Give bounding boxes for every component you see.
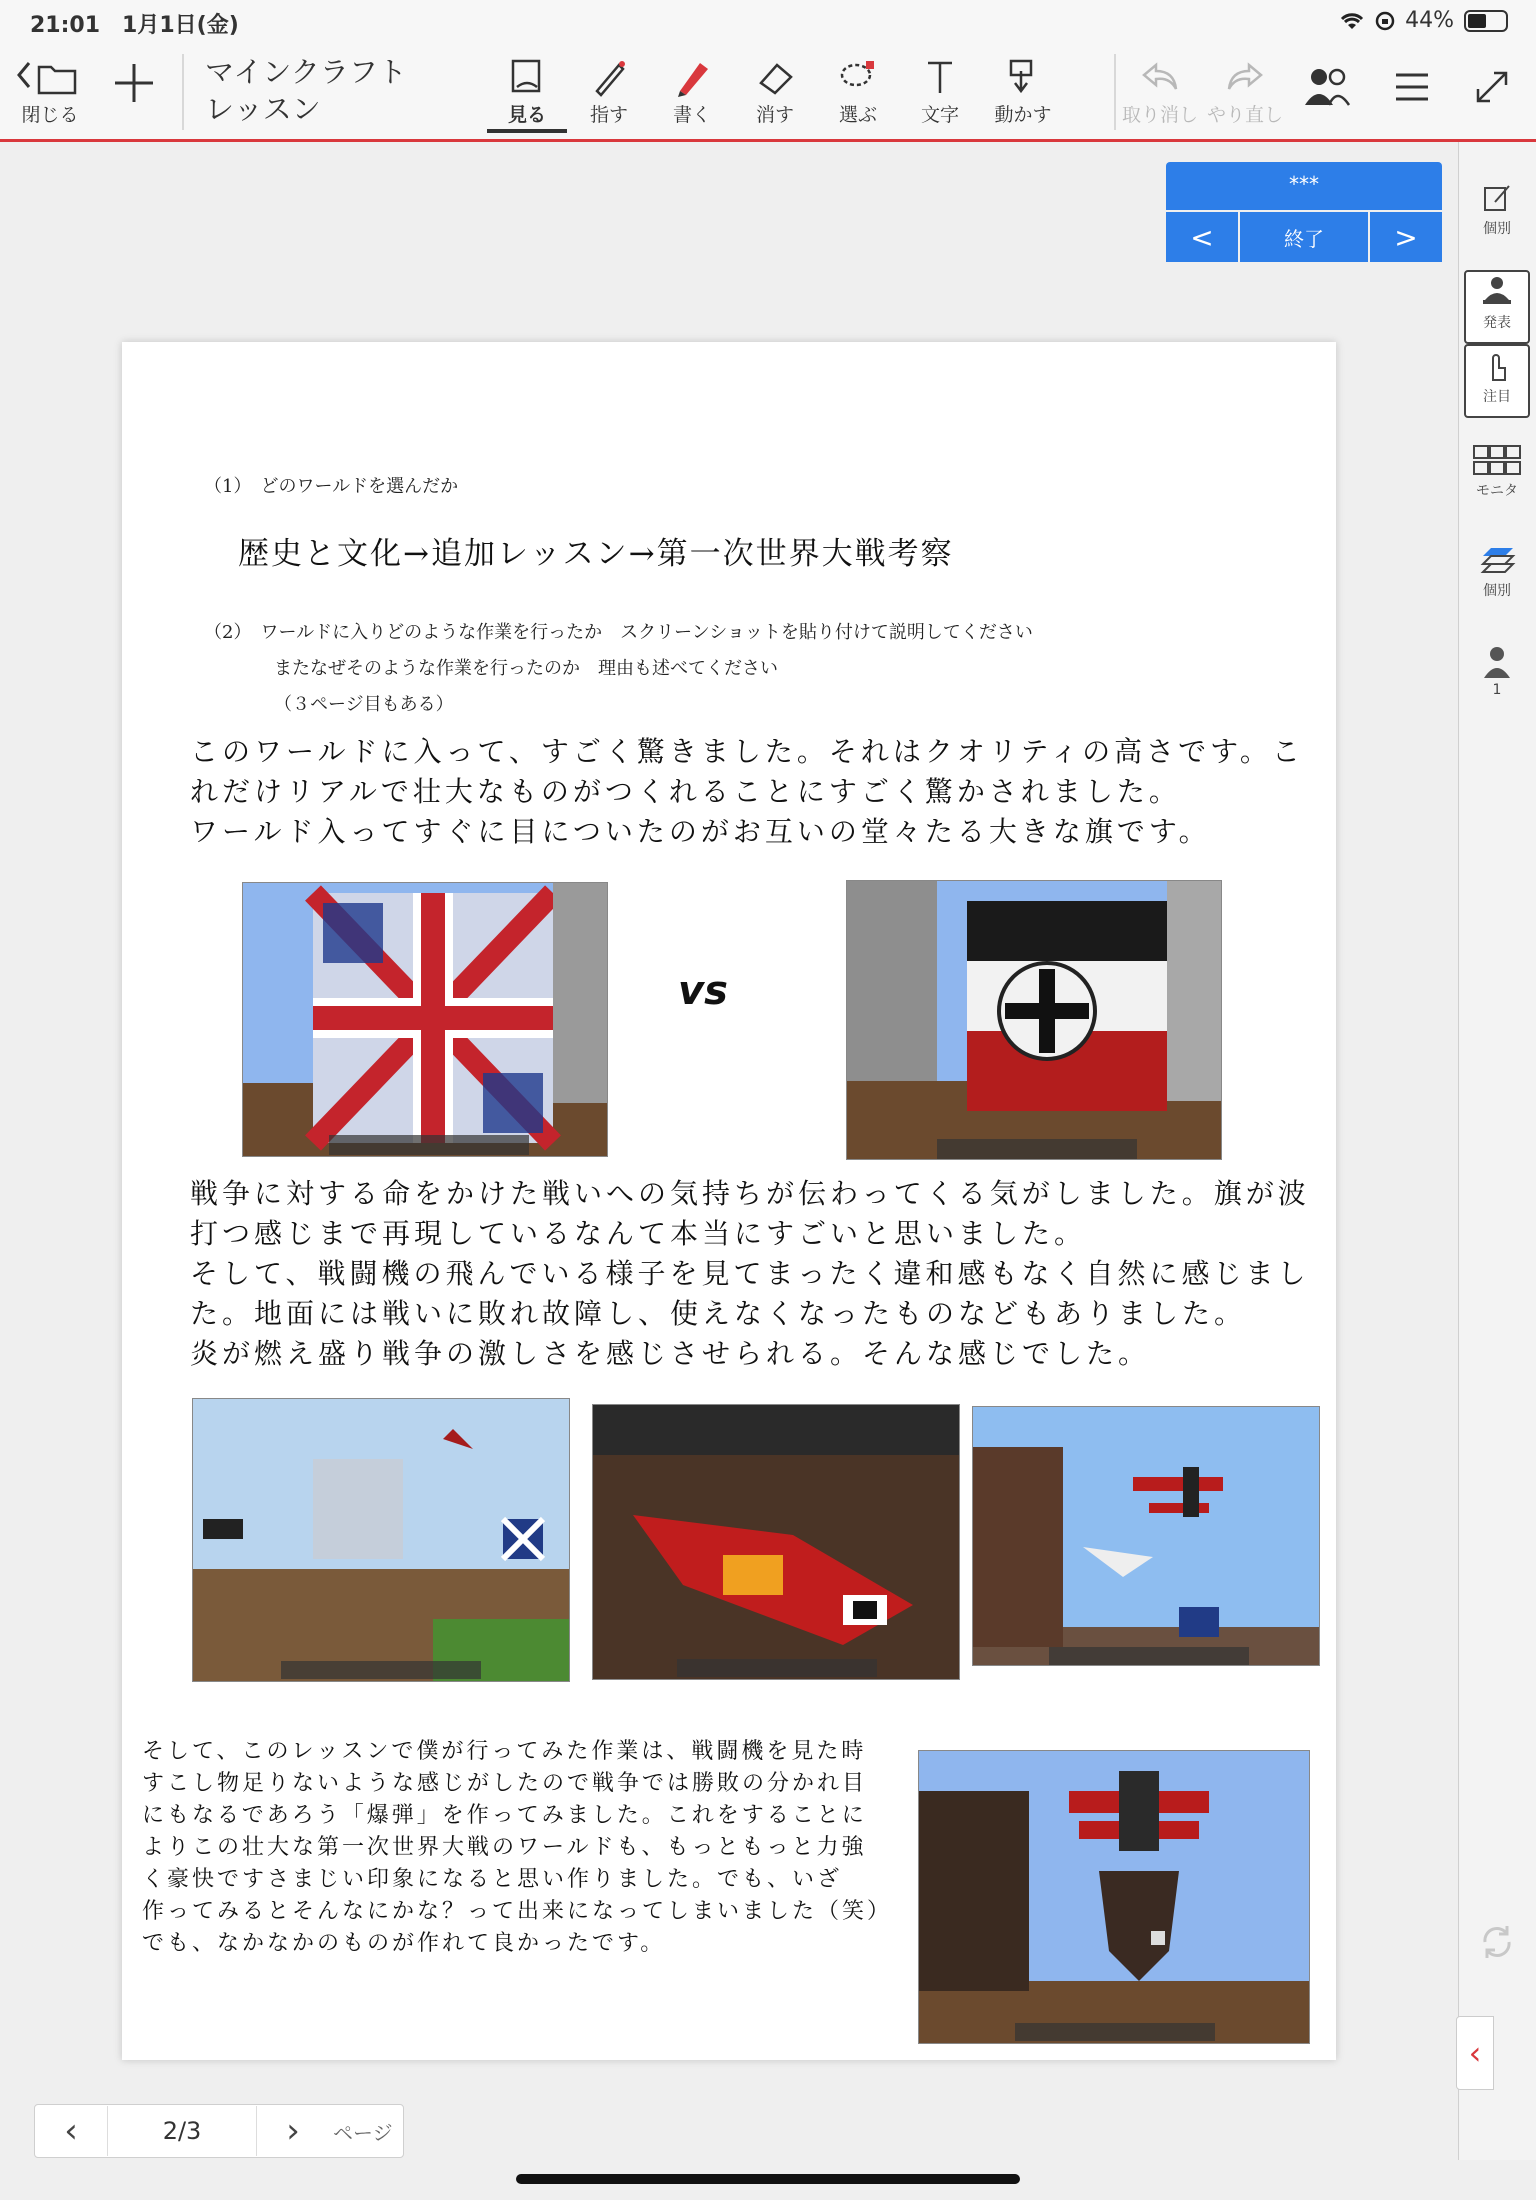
divider xyxy=(182,54,184,130)
rotation-lock-icon xyxy=(1375,11,1395,31)
folder-back-icon xyxy=(10,54,90,100)
move-tool[interactable] xyxy=(983,54,1063,127)
home-indicator[interactable] xyxy=(516,2174,1020,2184)
presenter-icon xyxy=(1466,272,1528,312)
plus-icon xyxy=(94,60,174,106)
pen-icon xyxy=(652,54,732,100)
users-button[interactable] xyxy=(1288,64,1368,110)
document-page xyxy=(122,342,1336,2060)
sync-button[interactable] xyxy=(1464,1922,1530,1962)
screenshot-bomb-build xyxy=(918,1750,1310,2044)
text-tool[interactable] xyxy=(900,54,980,127)
redo-icon xyxy=(1205,54,1285,100)
right-sidebar xyxy=(1458,142,1536,2160)
vs-text: vs xyxy=(678,968,728,1014)
redo-button[interactable] xyxy=(1205,54,1285,127)
user-count-button[interactable] xyxy=(1464,642,1530,698)
person-icon xyxy=(1464,642,1530,682)
user-count: 1 xyxy=(1492,682,1502,698)
wifi-icon xyxy=(1339,11,1365,31)
toolbar xyxy=(0,46,1536,142)
close-button[interactable] xyxy=(10,54,90,127)
layers-icon xyxy=(1464,540,1530,580)
chevron-left-icon: ‹ xyxy=(1468,2034,1482,2072)
hamburger-menu-icon xyxy=(1372,64,1452,110)
paragraph-3: そして、このレッスンで僕が行ってみた作業は、戦闘機を見た時 すこし物足りないような感じがしたので戦争では勝敗の分かれ目 にもなるであろう「爆弾」を作ってみました。これをすることに よりこの壮大な第一次世界大戦のワールドも、もっともっと力強 く豪快ですさまじい印象になると思い作りました。でも、いざ 作ってみるとそんなにかな？って出来になってしまいました（笑） でも、なかなかのものが作れて良かったです。 xyxy=(142,1739,893,1956)
undo-button[interactable] xyxy=(1120,54,1200,127)
individual-label: 個別 xyxy=(1483,583,1511,599)
select-tool[interactable] xyxy=(818,54,898,127)
question-2-line1: （2） ワールドに入りどのような作業を行ったか スクリーンショットを貼り付けて説明してください xyxy=(204,622,1033,643)
point-tool-label: 指す xyxy=(589,104,628,126)
page-unit-label: ページ xyxy=(333,2120,393,2145)
screenshot-battlefield-overview xyxy=(192,1398,570,1682)
next-page-button[interactable]: › xyxy=(286,2111,300,2151)
erase-tool-label: 消す xyxy=(755,104,794,126)
fullscreen-button[interactable] xyxy=(1452,64,1532,110)
grid-monitor-icon xyxy=(1464,440,1530,480)
answer-1: 歴史と文化→追加レッスン→第一次世界大戦考察 xyxy=(238,536,954,572)
screenshot-union-jack-flag xyxy=(242,882,608,1157)
add-page-button[interactable] xyxy=(94,60,174,106)
point-tool[interactable] xyxy=(569,54,649,127)
document-title: マインクラフト レッスン xyxy=(205,55,407,126)
select-tool-label: 選ぶ xyxy=(838,104,877,126)
eraser-icon xyxy=(735,54,815,100)
erase-tool[interactable] xyxy=(735,54,815,127)
page-number: 2/3 xyxy=(107,2106,257,2156)
battery-level xyxy=(1468,14,1486,28)
text-tool-label: 文字 xyxy=(920,104,959,126)
sidebar-collapse-button[interactable] xyxy=(1456,2016,1494,2090)
battery-percent: 44% xyxy=(1405,8,1454,33)
attention-button[interactable] xyxy=(1464,344,1530,418)
screenshot-biplanes-sky xyxy=(972,1406,1320,1666)
lasso-icon xyxy=(818,54,898,100)
hand-move-icon xyxy=(983,54,1063,100)
undo-icon xyxy=(1120,54,1200,100)
present-button[interactable] xyxy=(1464,270,1530,344)
view-tool-label: 見る xyxy=(487,100,567,133)
individual-edit-label: 個別 xyxy=(1483,221,1511,237)
undo-label: 取り消し xyxy=(1121,104,1198,126)
expand-icon xyxy=(1452,64,1532,110)
presentation-control xyxy=(1166,162,1442,262)
redo-label: やり直し xyxy=(1206,104,1283,126)
close-label: 閉じる xyxy=(21,104,79,126)
individual-layers-button[interactable] xyxy=(1464,540,1530,600)
view-tool[interactable] xyxy=(487,54,567,133)
page-navigation xyxy=(34,2104,404,2158)
refresh-icon xyxy=(1464,1922,1530,1962)
clock: 21:01 1月1日(金) xyxy=(30,13,239,38)
monitor-button[interactable] xyxy=(1464,440,1530,500)
divider xyxy=(1114,54,1116,130)
presentation-next-button[interactable]: > xyxy=(1370,212,1442,262)
presentation-prev-button[interactable]: < xyxy=(1166,212,1238,262)
status-icons xyxy=(1339,8,1508,33)
individual-edit-button[interactable] xyxy=(1464,178,1530,238)
edit-note-icon xyxy=(1464,178,1530,218)
menu-button[interactable] xyxy=(1372,64,1452,110)
attention-label: 注目 xyxy=(1483,389,1511,405)
presentation-title[interactable]: *** xyxy=(1166,162,1442,210)
users-icon xyxy=(1288,64,1368,110)
pointer-pen-icon xyxy=(569,54,649,100)
write-tool-label: 書く xyxy=(672,104,711,126)
prev-page-button[interactable]: ‹ xyxy=(64,2111,78,2151)
question-2-line3: （３ページ目もある） xyxy=(274,694,454,715)
hand-pointer-icon xyxy=(1466,346,1528,386)
question-2-line2: またなぜそのような作業を行ったのか 理由も述べてください xyxy=(274,658,778,679)
screenshot-german-flag xyxy=(846,880,1222,1160)
status-bar xyxy=(0,0,1536,46)
paragraph-1: このワールドに入って、すごく驚きました。それはクオリティの高さです。こ れだけリアルで壮大なものがつくれることにすごく驚かされました。 ワールド入ってすぐに目についたのがお互いの堂々たる大きな旗です。 xyxy=(190,735,1304,848)
text-t-icon xyxy=(900,54,980,100)
move-tool-label: 動かす xyxy=(994,104,1052,126)
eye-page-icon xyxy=(487,54,567,100)
battery-icon xyxy=(1464,10,1508,32)
question-1: （1） どのワールドを選んだか xyxy=(204,476,459,497)
screenshot-crashed-plane xyxy=(592,1404,960,1680)
presentation-nav xyxy=(1166,212,1442,262)
present-label: 発表 xyxy=(1483,315,1511,331)
presentation-end-button[interactable]: 終了 xyxy=(1240,212,1368,262)
write-tool[interactable] xyxy=(652,54,732,127)
monitor-label: モニタ xyxy=(1476,483,1518,499)
paragraph-2: 戦争に対する命をかけた戦いへの気持ちが伝わってくる気がしました。旗が波 打つ感じまで再現しているなんて本当にすごいと思いました。 そして、戦闘機の飛んでいる様子を見てまったく違和感もなく自然に感じまし た。地面には戦いに敗れ故障し、使えなくなったものなどもありました。 炎が燃え盛り戦争の激しさを感じさせられる。そんな感じでした。 xyxy=(190,1177,1310,1370)
